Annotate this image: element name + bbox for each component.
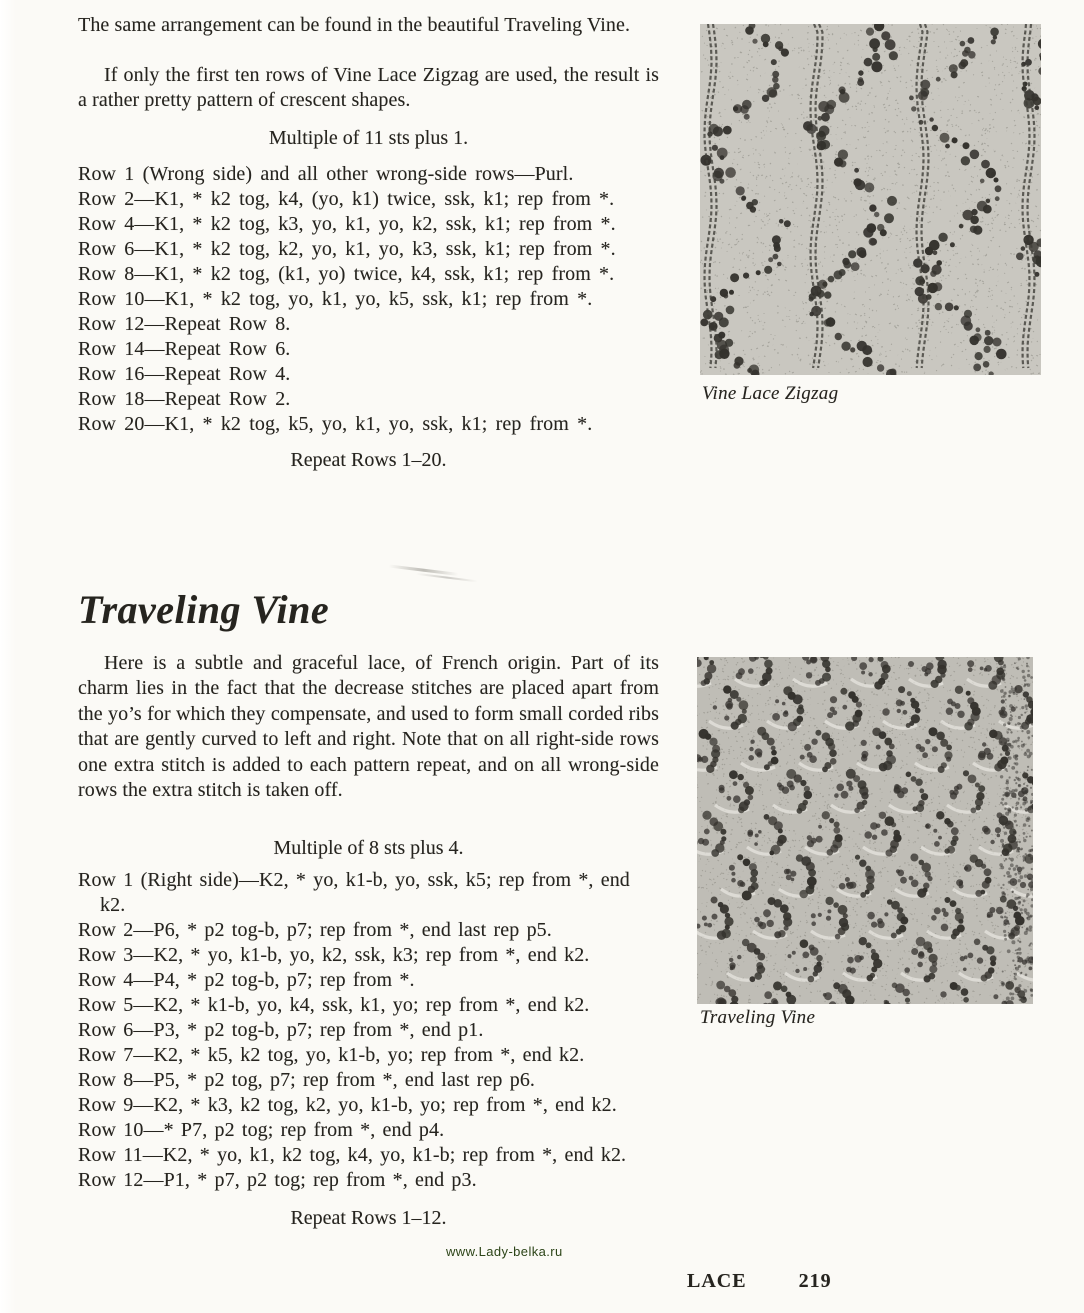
pattern-row: Row 6—P3, * p2 tog-b, p7; rep from *, end p1. [78,1019,484,1041]
pattern-row: Row 7—K2, * k5, k2 tog, yo, k1-b, yo; rep from *, end k2. [78,1044,585,1066]
pattern-row: Row 4—P4, * p2 tog-b, p7; rep from *. [78,969,415,991]
vine-lace-zigzag-photo [700,24,1041,375]
running-head: LACE [687,1270,747,1292]
paragraph: If only the first ten rows of Vine Lace Zigzag are used, the result is a rather pretty pattern of crescent shapes. [78,64,659,111]
pattern-row: Row 12—Repeat Row 8. [78,313,291,335]
pattern-row: Row 18—Repeat Row 2. [78,388,291,410]
vz-repeat-line: Repeat Rows 1–20. [290,449,447,471]
traveling-vine-photo [697,657,1033,1004]
pattern-row: Row 4—K1, * k2 tog, k3, yo, k1, yo, k2, ssk, k1; rep from *. [78,213,616,235]
pattern-row: Row 5—K2, * k1-b, yo, k4, ssk, k1, yo; rep from *, end k2. [78,994,590,1016]
page-number: 219 [798,1270,832,1292]
tv-multiple-line: Multiple of 8 sts plus 4. [273,837,464,859]
photo-caption: Traveling Vine [700,1007,816,1028]
vz-intro-paragraph-2 [78,63,659,113]
pattern-row: Row 20—K1, * k2 tog, k5, yo, k1, yo, ssk, k1; rep from *. [78,413,593,435]
pattern-row: Row 8—K1, * k2 tog, (k1, yo) twice, k4, ssk, k1; rep from *. [78,263,615,285]
pattern-row: Row 14—Repeat Row 6. [78,338,291,360]
watermark: www.Lady-belka.ru [446,1244,563,1259]
pattern-row: Row 2—K1, * k2 tog, k4, (yo, k1) twice, ssk, k1; rep from *. [78,188,615,210]
pattern-row: Row 11—K2, * yo, k1, k2 tog, k4, yo, k1-b; rep from *, end k2. [78,1144,627,1166]
tv-intro-paragraph [78,651,659,803]
pattern-row: Row 2—P6, * p2 tog-b, p7; rep from *, end last rep p5. [78,919,552,941]
photo-caption: Vine Lace Zigzag [702,383,839,404]
paragraph: Here is a subtle and graceful lace, of French origin. Part of its charm lies in the fact that the decrease stitches are placed apart from the yo’s for which they compensate, and used to form small corded ribs that are gently curved to left and right. Note that on all right-side rows one extra stitch is added to each pattern repeat, and on all wrong-side rows the extra stitch is taken off. [78,652,659,802]
tv-repeat-line: Repeat Rows 1–12. [290,1207,447,1229]
paragraph: The same arrangement can be found in the beautiful Traveling Vine. [78,14,631,36]
pattern-row: Row 1 (Wrong side) and all other wrong-side rows—Purl. [78,163,574,185]
pattern-row: Row 1 (Right side)—K2, * yo, k1-b, yo, ssk, k5; rep from *, end k2. [78,869,630,916]
pattern-row: Row 8—P5, * p2 tog, p7; rep from *, end last rep p6. [78,1069,536,1091]
pattern-row: Row 6—K1, * k2 tog, k2, yo, k1, yo, k3, ssk, k1; rep from *. [78,238,616,260]
scan-edge [0,0,16,1313]
vz-intro-paragraph-1 [78,13,659,38]
tv-pattern-rows [78,868,659,1193]
pattern-row: Row 3—K2, * yo, k1-b, yo, k2, ssk, k3; rep from *, end k2. [78,944,590,966]
vz-multiple-line: Multiple of 11 sts plus 1. [268,127,469,149]
pattern-row: Row 16—Repeat Row 4. [78,363,291,385]
page-footer [687,1270,832,1293]
pattern-row: Row 10—* P7, p2 tog; rep from *, end p4. [78,1119,445,1141]
pattern-row: Row 9—K2, * k3, k2 tog, k2, yo, k1-b, yo; rep from *, end k2. [78,1094,617,1116]
pattern-row: Row 12—P1, * p7, p2 tog; rep from *, end p3. [78,1169,477,1191]
vz-pattern-rows [78,162,659,437]
section-title: Traveling Vine [78,587,330,632]
scan-smudge [388,564,481,585]
pattern-row: Row 10—K1, * k2 tog, yo, k1, yo, k5, ssk, k1; rep from *. [78,288,593,310]
